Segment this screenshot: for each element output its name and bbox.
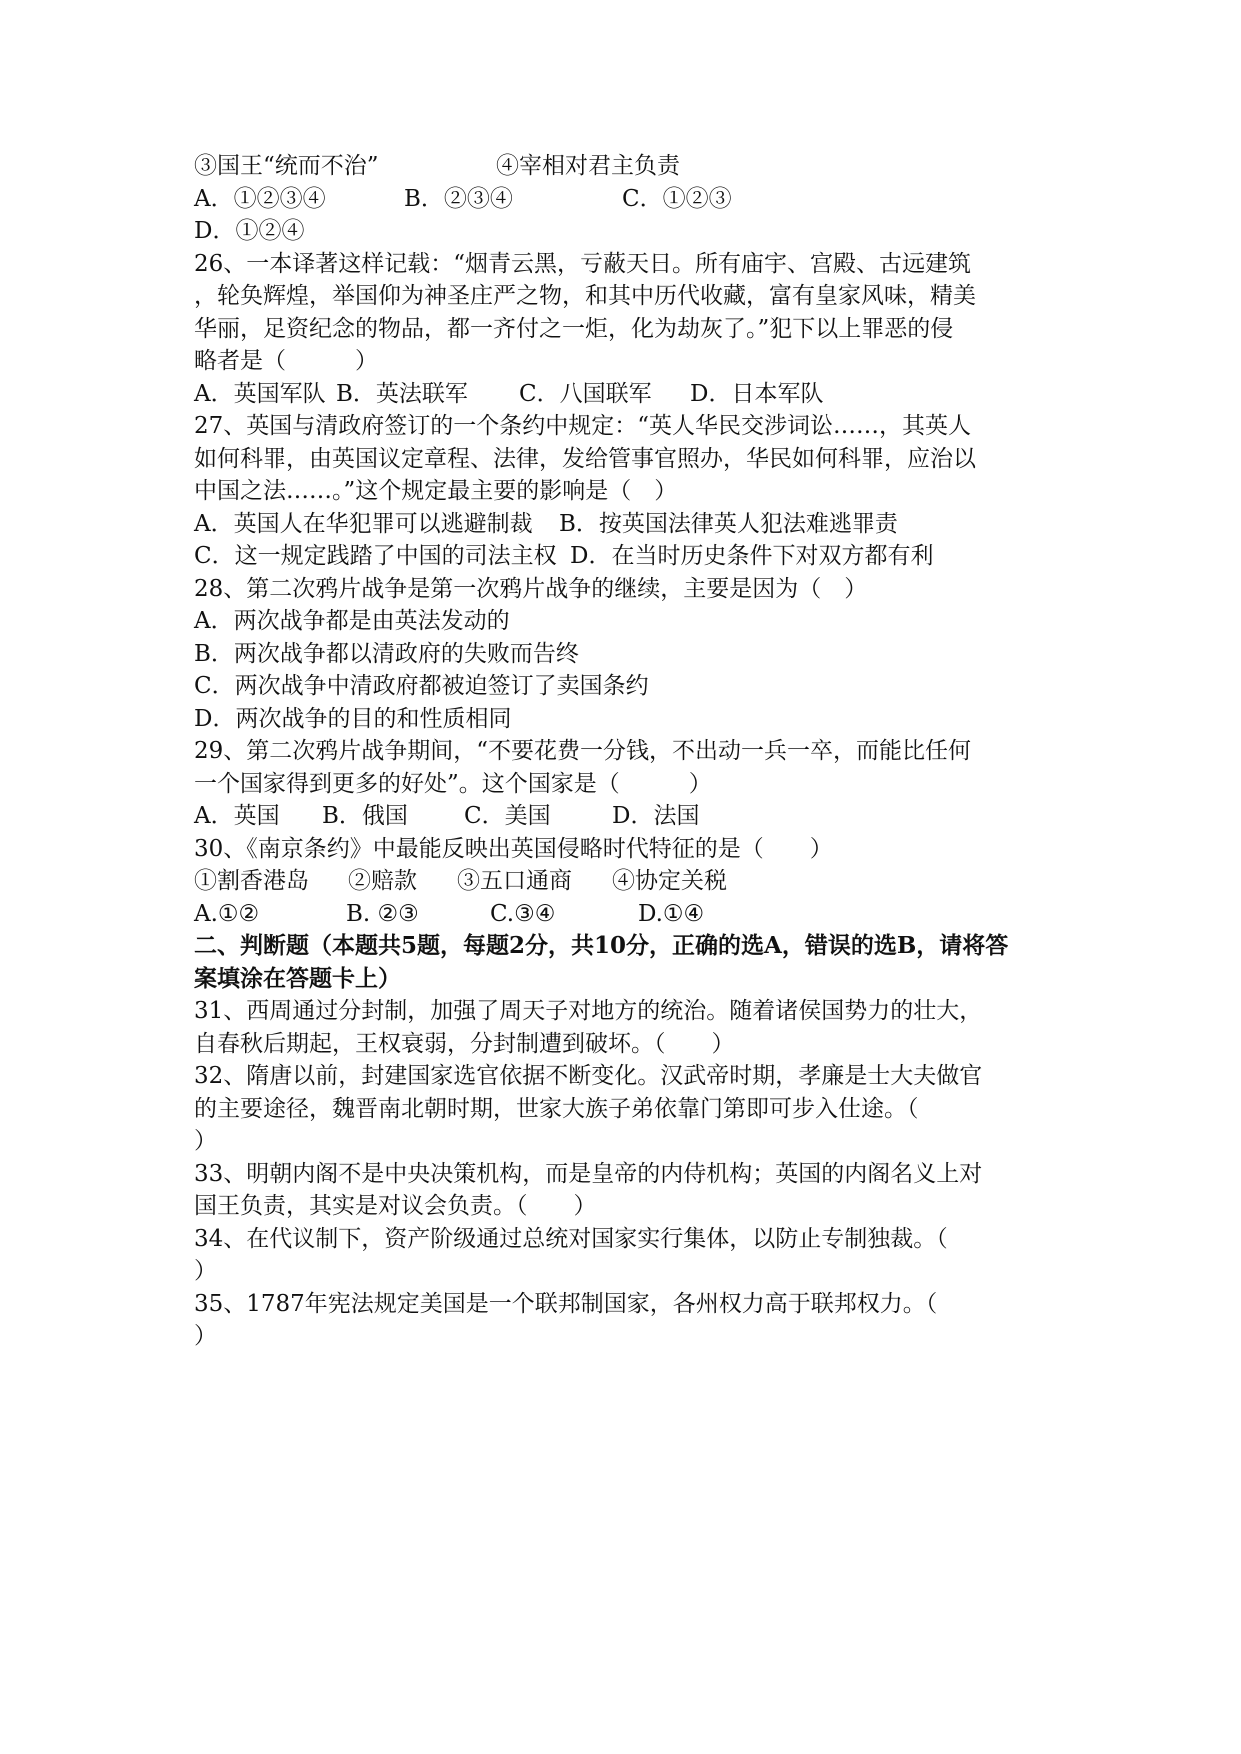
q25-options-row: [194, 183, 1064, 216]
q26-option-b: B．英法联军: [336, 380, 468, 407]
q27-options-row-1: [194, 508, 1064, 541]
q28-option-c: C．两次战争中清政府都被迫签订了卖国条约: [194, 673, 649, 699]
q34-line: 34、在代议制下，资产阶级通过总统对国家实行集体，以防止专制独裁。（: [194, 1225, 948, 1252]
exam-page: [194, 150, 1064, 1353]
q28-option-a: A．两次战争都是由英法发动的: [194, 608, 510, 634]
q28-stem: 28、第二次鸦片战争是第一次鸦片战争的继续，主要是因为（ ）: [194, 575, 868, 602]
q30-stem: 30、《南京条约》中最能反映出英国侵略时代特征的是（ ）: [194, 835, 833, 862]
q30-option-a: A.①②: [194, 900, 260, 927]
q30-options-row: [194, 898, 1064, 931]
q26-line: 26、一本译著这样记载：“烟青云黑，亏蔽天日。所有庙宇、宫殿、古远建筑: [194, 250, 972, 277]
q30-items-row: [194, 865, 1064, 898]
q26-line: ，轮奂辉煌，举国仰为神圣庄严之物，和其中历代收藏，富有皇家风味，精美: [194, 283, 976, 309]
q27-option-a: A．英国人在华犯罪可以逃避制裁: [194, 510, 533, 537]
q31-line: 31、西周通过分封制，加强了周天子对地方的统治。随着诸侯国势力的壮大，: [194, 998, 983, 1024]
q26-options-row: [194, 378, 1064, 411]
q30-item-2: ②赔款: [348, 868, 417, 894]
q27-line: 27、英国与清政府签订的一个条约中规定：“英人华民交涉词讼……，其英人: [194, 413, 972, 439]
q30-option-b: B. ②③: [346, 900, 419, 927]
q35-line: ）: [194, 1323, 217, 1349]
q27-line: 中国之法……。”这个规定最主要的影响是（ ）: [194, 478, 678, 504]
q32-line: 32、隋唐以前，封建国家选官依据不断变化。汉武帝时期，孝廉是士大夫做官: [194, 1063, 983, 1089]
q29-option-b: B．俄国: [322, 803, 408, 829]
q35-line: 35、1787年宪法规定美国是一个联邦制国家，各州权力高于联邦权力。（: [194, 1290, 938, 1317]
q26-line: 华丽，足资纪念的物品，都一齐付之一炬，化为劫灰了。”犯下以上罪恶的侵: [194, 315, 954, 342]
q32-line: ）: [194, 1128, 217, 1154]
q26-option-d: D．日本军队: [690, 380, 824, 407]
q29-option-c: C．美国: [464, 803, 551, 829]
q28-option-d: D．两次战争的目的和性质相同: [194, 705, 512, 732]
section-2-heading: 案填涂在答题卡上）: [194, 964, 401, 992]
section-2-heading: 二、判断题（本题共5题，每题2分，共10分，正确的选A，错误的选B，请将答: [194, 932, 1009, 959]
q25-option-d: D．①②④: [194, 218, 305, 244]
q29-option-d: D．法国: [612, 803, 700, 829]
q27-option-d: D．在当时历史条件下对双方都有利: [570, 543, 934, 569]
q33-line: 国王负责，其实是对议会负责。（ ）: [194, 1193, 597, 1219]
q27-line: 如何科罪，由英国议定章程、法律，发给管事官照办，华民如何科罪，应治以: [194, 445, 976, 472]
q29-options-row: [194, 800, 1064, 833]
q27-option-c: C．这一规定践踏了中国的司法主权: [194, 543, 557, 569]
q28-option-b: B．两次战争都以清政府的失败而告终: [194, 640, 579, 667]
q25-option-c: C．①②③: [622, 185, 732, 212]
q30-item-3: ③五口通商: [457, 868, 572, 894]
q29-option-a: A．英国: [194, 803, 280, 829]
q32-line: 的主要途径，魏晋南北朝时期，世家大族子弟依靠门第即可步入仕途。（: [194, 1095, 919, 1122]
q26-line: 略者是（ ）: [194, 348, 378, 374]
q30-item-1: ①割香港岛: [194, 868, 309, 894]
q27-option-b: B．按英国法律英人犯法难逃罪责: [559, 510, 898, 537]
q30-item-4: ④协定关税: [612, 868, 727, 894]
q33-line: 33、明朝内阁不是中央决策机构，而是皇帝的内侍机构；英国的内阁名义上对: [194, 1160, 983, 1187]
q34-line: ）: [194, 1258, 217, 1284]
q30-option-c: C.③④: [490, 900, 556, 927]
q26-option-a: A．英国军队: [194, 380, 326, 407]
q27-options-row-2: [194, 540, 1064, 573]
q25-item-4: ④宰相对君主负责: [496, 153, 680, 179]
q25-option-a: A．①②③④: [194, 185, 326, 212]
q31-line: 自春秋后期起，王权衰弱，分封制遭到破坏。（ ）: [194, 1030, 735, 1057]
q29-line: 29、第二次鸦片战争期间，“不要花费一分钱，不出动一兵一卒，而能比任何: [194, 738, 972, 764]
q29-line: 一个国家得到更多的好处”。这个国家是（ ）: [194, 770, 712, 797]
q26-option-c: C．八国联军: [519, 380, 652, 407]
q30-option-d: D.①④: [638, 900, 705, 927]
q25-item-3: ③国王“统而不治”: [194, 153, 379, 179]
q25-option-b: B．②③④: [404, 185, 513, 212]
q25-items-row: [194, 150, 1064, 183]
